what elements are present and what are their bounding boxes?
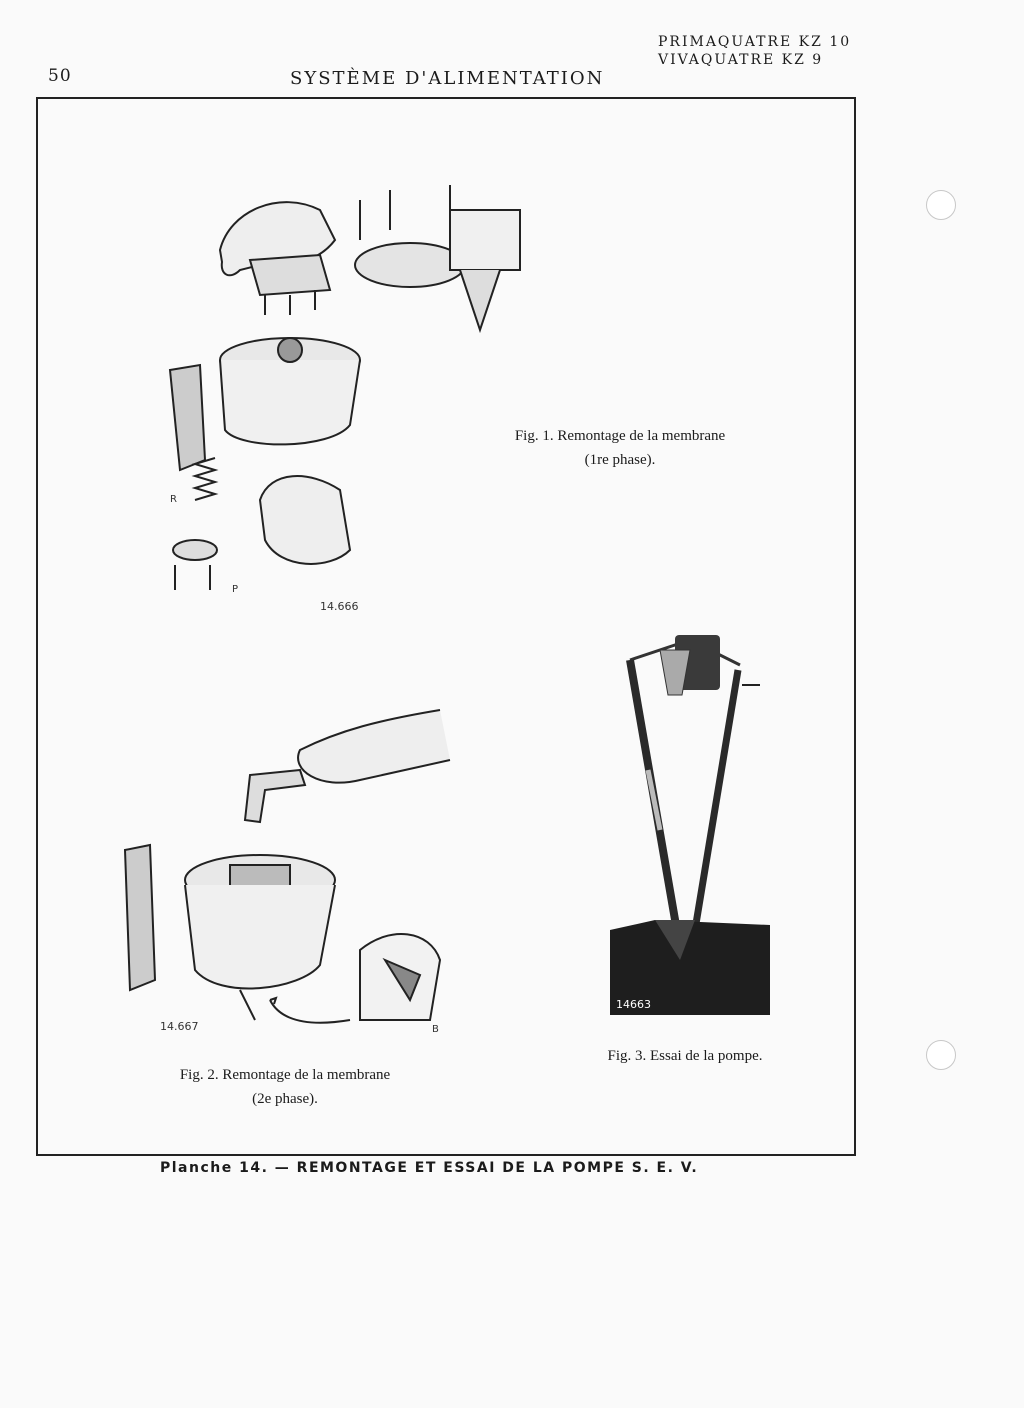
fig2-caption-line1: Fig. 2. Remontage de la membrane	[179, 1067, 391, 1083]
model-line-1: PRIMAQUATRE KZ 10	[658, 34, 852, 50]
fig2-caption	[140, 1063, 430, 1111]
fig2-code: 14.667	[160, 1020, 199, 1033]
fig2-illustration	[120, 700, 460, 1040]
fig1-code: 14.666	[320, 600, 359, 613]
fig3-caption: Fig. 3. Essai de la pompe.	[607, 1048, 763, 1064]
fig1-caption	[470, 424, 770, 472]
page-number: 50	[48, 66, 72, 86]
section-title: SYSTÈME D'ALIMENTATION	[290, 68, 605, 89]
fig1-illustration	[150, 170, 550, 600]
model-line-2: VIVAQUATRE KZ 9	[658, 52, 824, 68]
binder-hole-bottom	[926, 1040, 956, 1070]
fig1-label-p: P	[232, 584, 239, 595]
fig2-caption-line2: (2e phase).	[252, 1091, 318, 1107]
fig1-caption-line2: (1re phase).	[584, 452, 656, 468]
plate-caption: Planche 14. — REMONTAGE ET ESSAI DE LA POMPE S. E. V.	[160, 1160, 699, 1176]
fig2-label-b: B	[432, 1024, 439, 1035]
fig1-label-r: R	[170, 494, 177, 505]
binder-hole-top	[926, 190, 956, 220]
fig1-caption-line1: Fig. 1. Remontage de la membrane	[514, 428, 726, 444]
fig3-plate-number: 14663	[616, 998, 651, 1011]
fig3-test-stand-photo	[600, 620, 780, 1020]
